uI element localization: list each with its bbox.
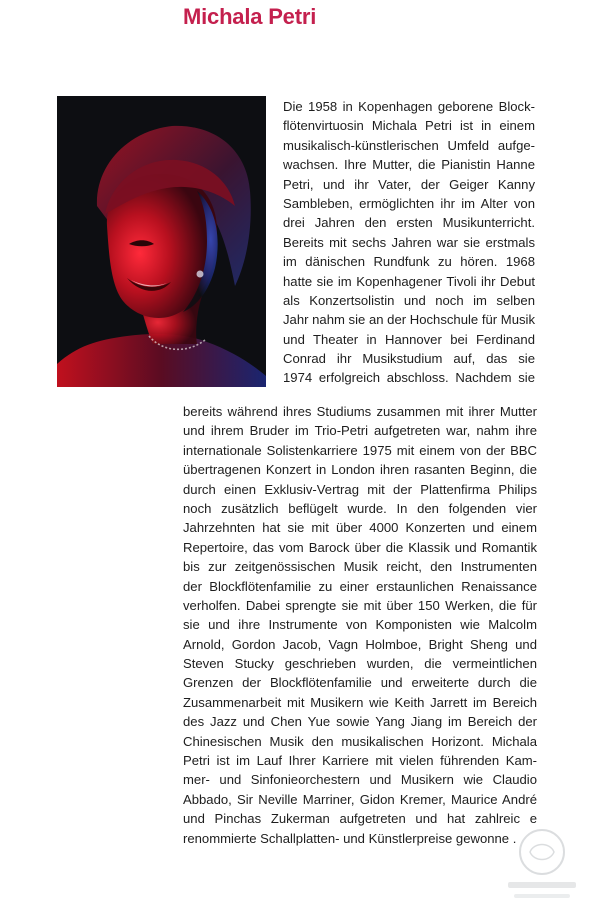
text-line: bereits während ihres Studiums zusammen mit ihrer Mutter xyxy=(183,404,537,419)
text-line: Jahrzehnten hat sie mit über 4000 Konzerten und einem xyxy=(183,520,537,536)
text-line: Grenzen der Blockflötenfamilie und erweiterte durch die xyxy=(183,675,537,691)
text-line: hatte sie im Kopenhagener Tivoli ihr Debut xyxy=(283,273,535,289)
text-line: und Pinchas Zukerman aufgetreten und hat zahlreic e xyxy=(183,811,537,827)
text-line: übertragenen Konzert in London ihren rasanten Beginn, die xyxy=(183,462,537,478)
page-title: Michala Petri xyxy=(183,4,317,29)
text-line: und ihrem Bruder im Trio-Petri aufgetreten war, nahm ihre xyxy=(183,423,537,439)
text-line: der Blockflötenfamilie zu einer erstaunlichen Renaissance xyxy=(183,578,537,594)
text-line: mer- und Sinfonieorchestern und Musikern wie Claudio xyxy=(183,772,537,788)
text-line: 1974 erfolgreich abschloss. Nachdem sie xyxy=(283,370,535,386)
portrait-illustration xyxy=(57,96,266,387)
text-line: Repertoire, das vom Barock über die Klassik und Romantik xyxy=(183,539,537,555)
bio-text-beside-photo xyxy=(283,97,535,388)
watermark-logo xyxy=(500,818,584,910)
text-line: des Jazz und Chen Yue sowie Yang Jiang im Bereich der xyxy=(183,714,537,730)
text-line: als Konzertsolistin und noch im selben xyxy=(283,292,535,308)
text-line: Arnold, Gordon Jacob, Vagn Holmboe, Bright Sheng und xyxy=(183,636,537,652)
text-line: flötenvirtuosin Michala Petri ist in einem xyxy=(283,118,535,134)
text-line: Abbado, Sir Neville Marriner, Gidon Kremer, Maurice André xyxy=(183,791,537,807)
bio-text-full-width xyxy=(183,402,537,848)
text-line: Petri, und ihr Vater, der Geiger Kanny xyxy=(283,176,535,192)
text-line: musikalisch-künstlerischen Umfeld aufge- xyxy=(283,137,535,153)
text-line: Steven Stucky geschrieben wurden, die vermeintlichen xyxy=(183,656,537,672)
text-line: im dänischen Rundfunk zu hören. 1968 xyxy=(283,254,535,270)
text-line: Petri ist im Lauf Ihrer Karriere mit vielen führenden Kam- xyxy=(183,753,537,769)
text-line: Zusammenarbeit mit Musikern wie Keith Jarrett im Bereich xyxy=(183,694,537,710)
text-line: sie und ihre Instrumente von Komponisten wie Malcolm xyxy=(183,617,537,633)
text-line: bis zur zeitgenössischen Musik reicht, den Instrumenten xyxy=(183,559,537,575)
text-line: Sambleben, ermöglichten ihr im Alter von xyxy=(283,195,535,211)
text-line: internationale Solistenkarriere 1975 mit einem von der BBC xyxy=(183,442,537,458)
text-line: und Theater in Hannover bei Ferdinand xyxy=(283,331,535,347)
text-line: Bereits mit sechs Jahren war sie erstmals xyxy=(283,234,535,250)
text-line: Chinesischen Musik den musikalischen Horizont. Michala xyxy=(183,733,537,749)
text-line: drei Jahren den ersten Musikunterricht. xyxy=(283,215,535,231)
text-line: wachsen. Ihre Mutter, die Pianistin Hanne xyxy=(283,157,535,173)
text-line: noch zusätzlich beflügelt wurde. In den folgenden vier xyxy=(183,500,537,516)
text-line: verholfen. Dabei sprengte sie mit über 150 Werken, die für xyxy=(183,597,537,613)
text-line: Conrad ihr Musikstudium auf, das sie xyxy=(283,351,535,367)
text-line: Die 1958 in Kopenhagen geborene Block- xyxy=(283,99,535,114)
portrait-photo xyxy=(57,96,266,387)
text-line: durch einen Exklusiv-Vertrag mit der Plattenfirma Philips xyxy=(183,481,537,497)
text-line: renommierte Schallplatten- und Künstlerpreise gewonne . xyxy=(183,830,517,846)
text-line: Jahr nahm sie an der Hochschule für Musik xyxy=(283,312,535,328)
